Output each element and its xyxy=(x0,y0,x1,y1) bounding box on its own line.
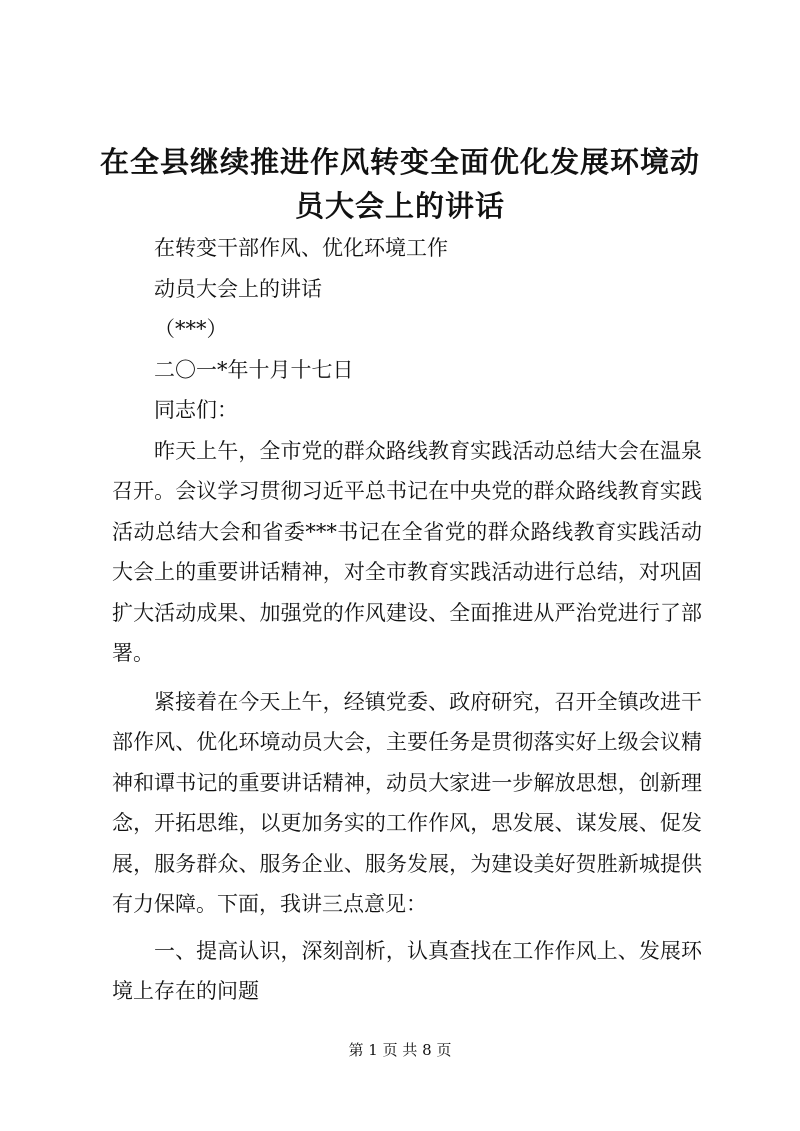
document-title: 在全县继续推进作风转变全面优化发展环境动员大会上的讲话 xyxy=(99,145,700,223)
paragraph-1: 昨天上午，全市党的群众路线教育实践活动总结大会在温泉召开。会议学习贯彻习近平总书记在中央党的群众路线教育实践活动总结大会和省委***书记在全省党的群众路线教育实践活动大会上的重要讲话精神，对全市教育实践活动进行总结，对巩固扩大活动成果、加强党的作风建设、全面推进从严治党进行了部署。 xyxy=(112,438,702,665)
paragraph-2: 紧接着在今天上午，经镇党委、政府研究，召开全镇改进干部作风、优化环境动员大会，主要任务是贯彻落实好上级会议精神和谭书记的重要讲话精神，动员大家进一步解放思想，创新理念，开拓思维，以更加务实的工作作风，思发展、谋发展、促发展，服务群众、服务企业、服务发展，为建设美好贺胜新城提供有力保障。下面，我讲三点意见： xyxy=(112,689,702,916)
page-number: 第 1 页 共 8 页 xyxy=(348,1041,452,1059)
subtitle-line-2: 动员大会上的讲话 xyxy=(154,276,322,301)
salutation: 同志们： xyxy=(154,398,238,422)
section-heading-1: 一、提高认识，深刻剖析，认真查找在工作作风上、发展环境上存在的问题 xyxy=(112,938,702,1003)
document-body xyxy=(112,228,702,1012)
date-line: 二〇一*年十月十七日 xyxy=(154,357,354,382)
speaker-line: （***） xyxy=(154,317,228,341)
subtitle-line-1: 在转变干部作风、优化环境工作 xyxy=(154,236,448,260)
